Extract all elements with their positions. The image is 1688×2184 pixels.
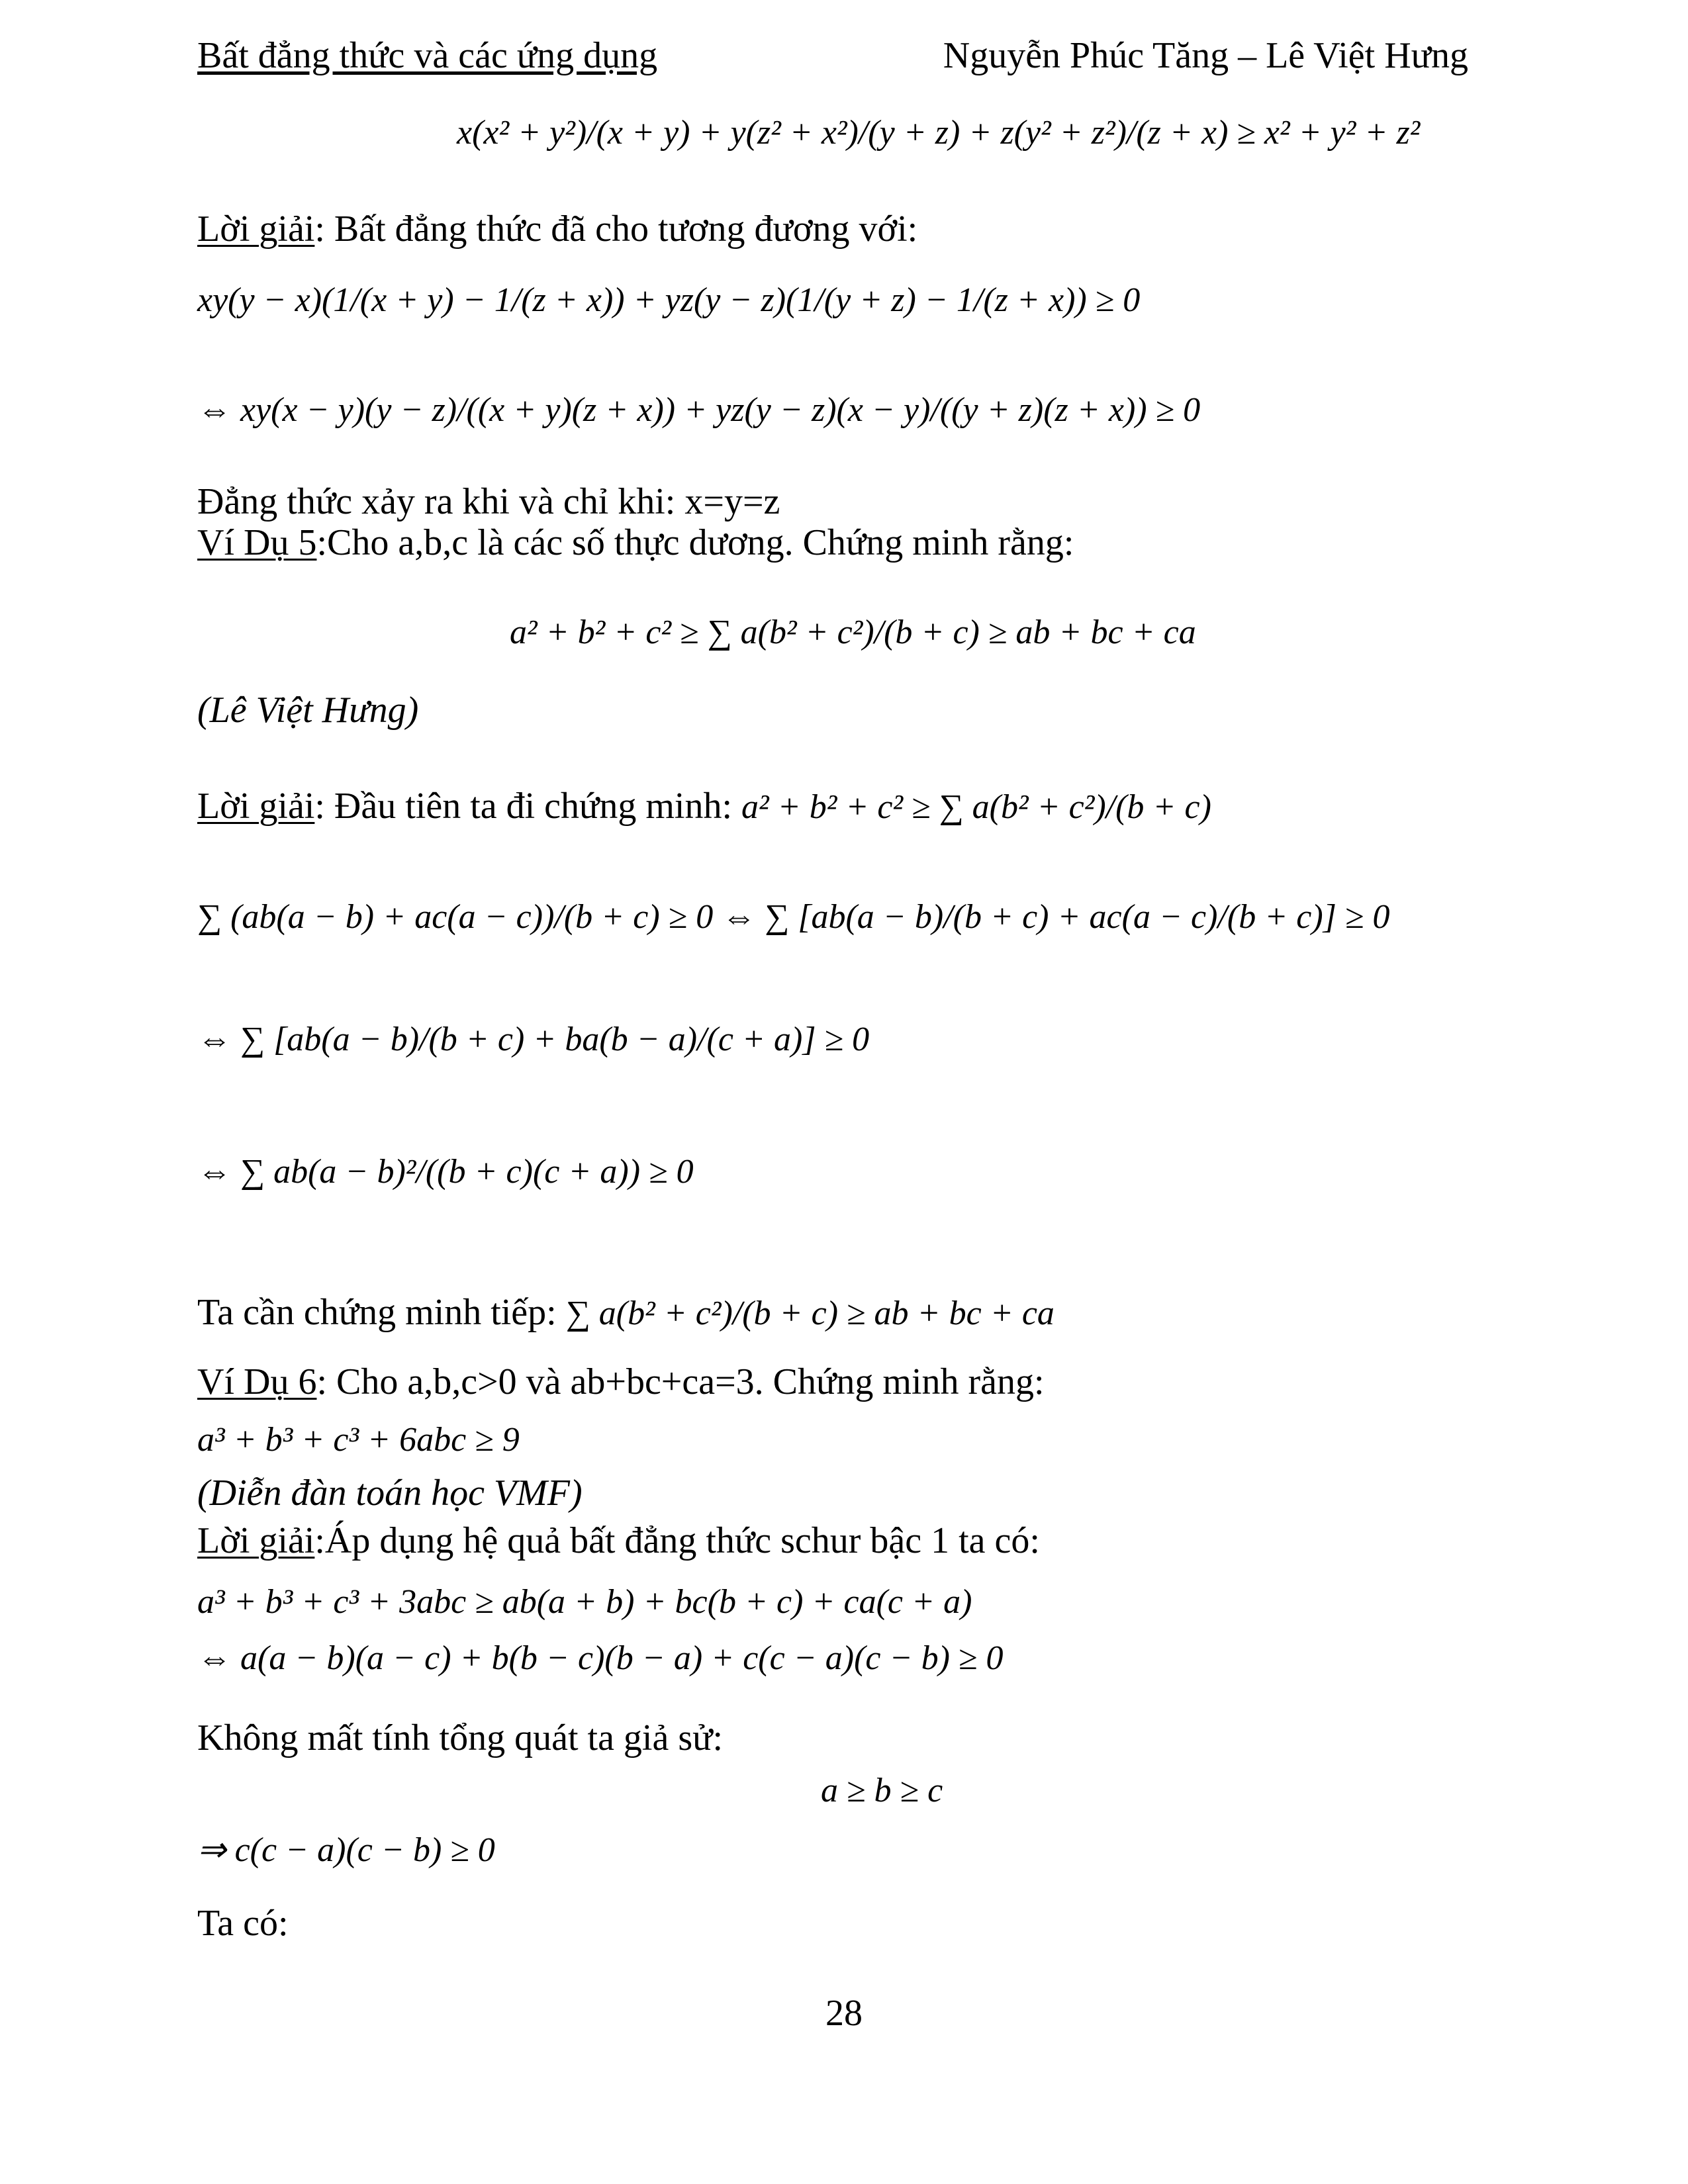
example-label: Ví Dụ 6 bbox=[197, 1361, 317, 1402]
example-text: :Cho a,b,c là các số thực dương. Chứng minh rằng: bbox=[316, 522, 1074, 563]
equation-step-2: ⇔ xy(x − y)(y − z)/((x + y)(z + x)) + yz(y − z)(x − y)/((y + z)(z + x)) ≥ 0 bbox=[197, 391, 1201, 429]
solution-inline-math: a² + b² + c² ≥ ∑ a(b² + c²)/(b + c) bbox=[741, 788, 1211, 826]
example-6-heading bbox=[197, 1363, 1045, 1400]
continue-math: ∑ a(b² + c²)/(b + c) ≥ ab + bc + ca bbox=[565, 1295, 1055, 1332]
page-header bbox=[197, 34, 1468, 87]
wlog-statement: Không mất tính tổng quát ta giả sử: bbox=[197, 1717, 724, 1758]
continue-text: Ta cần chứng minh tiếp: bbox=[197, 1292, 566, 1333]
header-title: Bất đẳng thức và các ứng dụng bbox=[197, 35, 658, 76]
example-text: : Cho a,b,c>0 và ab+bc+ca=3. Chứng minh rằng: bbox=[316, 1361, 1045, 1402]
we-have-line: Ta có: bbox=[197, 1903, 289, 1944]
equation-step-1: xy(y − x)(1/(x + y) − 1/(z + x)) + yz(y − z)(1/(y + z) − 1/(z + x)) ≥ 0 bbox=[197, 281, 1141, 319]
solution-intro-5 bbox=[197, 788, 1211, 825]
header-authors: Nguyễn Phúc Tăng – Lê Việt Hưng bbox=[943, 35, 1468, 76]
consequence-line: ⇒ c(c − a)(c − b) ≥ 0 bbox=[197, 1831, 495, 1869]
solution-label: Lời giải bbox=[197, 1520, 315, 1561]
solution-text: : Đầu tiên ta đi chứng minh: bbox=[314, 786, 742, 827]
solution-text: : Bất đẳng thức đã cho tương đương với: bbox=[314, 208, 918, 250]
schur-inequality: a³ + b³ + c³ + 3abc ≥ ab(a + b) + bc(b + c) + ca(c + a) bbox=[197, 1583, 972, 1621]
solution-text: :Áp dụng hệ quả bất đẳng thức schur bậc 1 ta có: bbox=[314, 1520, 1040, 1561]
inequality-example-5: a² + b² + c² ≥ ∑ a(b² + c²)/(b + c) ≥ ab + bc + ca bbox=[510, 614, 1196, 651]
equality-condition: Đẳng thức xảy ra khi và chỉ khi: x=y=z bbox=[197, 481, 780, 522]
source-credit-6: (Diễn đàn toán học VMF) bbox=[197, 1473, 583, 1514]
inequality-example-6: a³ + b³ + c³ + 6abc ≥ 9 bbox=[197, 1421, 520, 1459]
inequality-example-4: x(x² + y²)/(x + y) + y(z² + x²)/(y + z) + z(y² + z²)/(z + x) ≥ x² + y² + z² bbox=[457, 114, 1421, 152]
schur-expanded: ⇔ a(a − b)(a − c) + b(b − c)(b − a) + c(c − a)(c − b) ≥ 0 bbox=[197, 1639, 1004, 1677]
ordering-assumption: a ≥ b ≥ c bbox=[821, 1772, 943, 1809]
continue-proof-line bbox=[197, 1294, 1055, 1331]
solution-intro-4 bbox=[197, 210, 917, 248]
author-credit-5: (Lê Việt Hưng) bbox=[197, 690, 419, 731]
example-5-heading bbox=[197, 524, 1074, 561]
page-number: 28 bbox=[825, 1993, 863, 2034]
solution-label: Lời giải bbox=[197, 208, 315, 250]
equation-step-4: ⇔ ∑ [ab(a − b)/(b + c) + ba(b − a)/(c + a)] ≥ 0 bbox=[197, 1021, 870, 1058]
solution-label: Lời giải bbox=[197, 786, 315, 827]
example-label: Ví Dụ 5 bbox=[197, 522, 317, 563]
equation-step-3: ∑ (ab(a − b) + ac(a − c))/(b + c) ≥ 0 ⇔ ∑ [ab(a − b)/(b + c) + ac(a − c)/(b + c)] ≥ 0 bbox=[197, 898, 1390, 936]
solution-intro-6 bbox=[197, 1522, 1040, 1559]
equation-step-5: ⇔ ∑ ab(a − b)²/((b + c)(c + a)) ≥ 0 bbox=[197, 1153, 694, 1191]
